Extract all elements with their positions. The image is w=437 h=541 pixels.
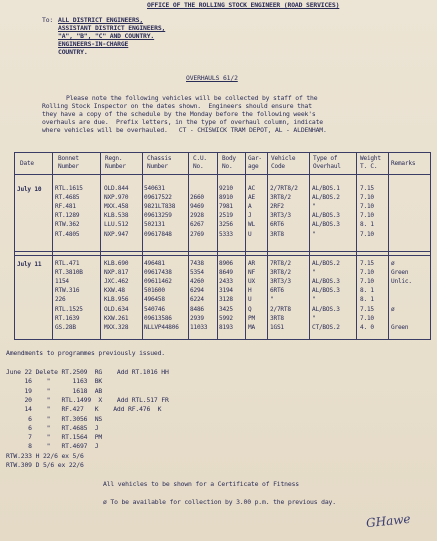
header-bonnet-1: Bonnet (58, 155, 79, 162)
weight-cell: 7.15 (360, 305, 374, 313)
header-overhaul-2: Overhaul (313, 163, 341, 170)
amendment-line: June 22 Delete RT.2509 RG Add RT.1016 HH (6, 368, 169, 376)
table-rule (52, 152, 53, 340)
bonnet-cell: RT.1639 (55, 314, 80, 322)
bonnet-cell: RT.3810B (55, 269, 83, 277)
remarks-cell: ø (391, 260, 395, 267)
chassis-cell: 09613586 (144, 314, 172, 322)
regn-cell: NXP.970 (104, 194, 129, 202)
regn-cell: JXC.462 (104, 278, 129, 286)
code-cell: 3RT8/2 (270, 194, 291, 202)
document-title: OVERHAULS 61/2 (186, 74, 238, 82)
garage-cell: U (248, 230, 252, 238)
cu-cell: 4260 (190, 278, 204, 286)
garage-cell: A (248, 203, 252, 211)
cu-cell: 11033 (190, 323, 208, 331)
table-rule (356, 152, 357, 340)
paragraph-line-2: Rolling Stock Inspector on the dates shown. Engineers should ensure that (42, 102, 312, 110)
table-rule (14, 152, 15, 340)
garage-cell: AC (248, 185, 255, 192)
table-rule (100, 152, 101, 340)
code-cell: 2/7RT8/2 (270, 185, 298, 192)
paragraph-line-3: they have a copy of the schedule by the Monday before the following week's (42, 110, 316, 118)
weight-cell: 7.10 (360, 203, 374, 211)
code-cell: " (270, 296, 274, 304)
chassis-cell: 501600 (144, 287, 165, 295)
regn-cell: MXX.328 (104, 323, 129, 331)
table-rule (14, 251, 431, 252)
code-cell: 6RT6 (270, 221, 284, 229)
overhaul-cell: " (312, 203, 316, 211)
amendment-line: 19 " 1618 AB (6, 386, 103, 395)
bonnet-cell: GS.28B (55, 323, 76, 331)
code-cell: 3RT3/3 (270, 278, 291, 286)
remarks-cell: Unlic. (391, 278, 412, 286)
regn-cell: OLD.844 (104, 185, 129, 192)
amendment-line: 7 " RT.1564 PM (6, 433, 103, 442)
remarks-cell: Green (391, 323, 409, 331)
amendment-line: RTW.309 D 5/6 ex 22/6 (6, 461, 84, 469)
cu-cell: 6294 (190, 287, 204, 295)
paragraph-line-4: overhauls are due. Prefix letters, in the type of overhaul column, indicate (42, 118, 324, 126)
chassis-cell: 09617522 (144, 194, 172, 202)
weight-cell: 8. 1 (360, 221, 374, 229)
header-code-2: Code (271, 163, 285, 170)
code-cell: 3RT8 (270, 314, 284, 322)
weight-cell: 7.10 (360, 314, 374, 322)
overhaul-cell: AL/BOS.2 (312, 260, 340, 267)
cu-cell: 2939 (190, 314, 204, 322)
code-cell: 2/7RT8 (270, 305, 291, 313)
cu-cell: 2660 (190, 194, 204, 202)
header-code-1: Vehicle (271, 155, 296, 162)
code-cell: 3RT8/2 (270, 269, 291, 277)
body-cell: 2433 (219, 278, 233, 286)
header-date: Date (20, 160, 34, 167)
cu-cell: 7438 (190, 260, 204, 267)
regn-cell: KLB.956 (104, 296, 129, 304)
table-rule (267, 152, 268, 340)
amendment-line: RTW.233 H 22/6 ex 5/6 (6, 451, 84, 460)
paragraph-line-1: Please note the following vehicles will be collected by staff of the (66, 94, 318, 102)
remarks-cell: ø (391, 305, 395, 313)
bonnet-cell: RT.4805 (55, 230, 80, 238)
to-line-4: ENGINEERS-IN-CHARGE (58, 40, 129, 48)
overhaul-cell: AL/BOS.1 (312, 185, 340, 192)
header-weight-2: T. C. (360, 163, 378, 170)
chassis-cell: 09611462 (144, 278, 172, 286)
chassis-cell: 502131 (144, 221, 165, 229)
table-rule (245, 152, 246, 340)
code-cell: 3RT3/3 (270, 212, 291, 220)
code-cell: 1GS1 (270, 323, 284, 331)
office-heading: OFFICE OF THE ROLLING STOCK ENGINEER (ROAD SERVICES) (147, 1, 340, 9)
header-chassis-2: Number (147, 163, 168, 170)
weight-cell: 7.10 (360, 278, 374, 286)
weight-cell: 7.10 (360, 212, 374, 220)
header-garage-1: Gar- (248, 155, 262, 162)
table-rule (14, 152, 431, 153)
code-cell: 7RT8/2 (270, 260, 291, 267)
code-cell: 6RT6 (270, 287, 284, 295)
to-line-2: ASSISTANT DISTRICT ENGINEERS, (58, 24, 166, 32)
regn-cell: MXX.458 (104, 203, 129, 211)
table-rule (309, 152, 310, 340)
chassis-cell: 540746 (144, 305, 165, 313)
weight-cell: 7.15 (360, 185, 374, 192)
cu-cell: 2769 (190, 230, 204, 238)
regn-cell: NXP.817 (104, 269, 129, 277)
header-body-2: No. (222, 163, 233, 170)
body-cell: 5992 (219, 314, 233, 322)
bonnet-cell: RT.4685 (55, 194, 80, 202)
amendments-title: Amendments to programmes previously issued. (6, 349, 165, 357)
overhaul-cell: " (312, 269, 316, 277)
cu-cell: 8486 (190, 305, 204, 313)
weight-cell: 7.10 (360, 230, 374, 238)
bonnet-cell: RF.481 (55, 203, 76, 211)
bonnet-cell: RTW.316 (55, 287, 80, 295)
garage-cell: PM (248, 314, 255, 322)
to-label: To: (42, 16, 54, 24)
garage-cell: U (248, 296, 252, 304)
garage-cell: MA (248, 323, 255, 331)
remarks-cell: Green (391, 269, 409, 277)
header-bonnet-2: Number (58, 163, 79, 170)
table-rule (14, 339, 431, 340)
garage-cell: H (248, 287, 252, 295)
chassis-cell: NLLVP44806 (144, 323, 179, 331)
table-rule (430, 152, 431, 340)
body-cell: 8906 (219, 260, 233, 267)
chassis-cell: 09617438 (144, 269, 172, 277)
weight-cell: 7.10 (360, 269, 374, 277)
paragraph-line-5: where vehicles will be overhauled. CT - CHISWICK TRAM DEPOT, AL - ALDENHAM. (42, 126, 327, 134)
footer-collection-note: ø To be available for collection by 3.00 p.m. the previous day. (103, 498, 336, 506)
to-line-3: "A", "B", "C" AND COUNTRY. (58, 32, 155, 40)
chassis-cell: 496458 (144, 296, 165, 304)
header-weight-1: Weight (360, 155, 381, 162)
overhaul-cell: AL/BOS.3 (312, 287, 340, 295)
header-body-1: Body (222, 155, 236, 162)
group-date: July 10 (17, 186, 42, 193)
body-cell: 7981 (219, 203, 233, 211)
garage-cell: Q (248, 305, 252, 313)
amendment-line: 6 " RT.3056 NS (6, 414, 103, 423)
regn-cell: NXP.947 (104, 230, 129, 238)
header-garage-2: age (248, 163, 259, 170)
chassis-cell: 496481 (144, 260, 165, 267)
header-chassis-1: Chassis (147, 155, 172, 162)
body-cell: 3425 (219, 305, 233, 313)
table-rule (142, 152, 143, 340)
chassis-cell: 9821LT838 (144, 203, 176, 211)
table-rule (217, 152, 218, 340)
amendment-line: 14 " RF.427 K Add RF.476 K (6, 405, 162, 414)
amendment-line: 16 " 1163 BK (6, 377, 103, 386)
header-cu-1: C.U. (193, 155, 207, 162)
regn-cell: KLB.690 (104, 260, 129, 267)
bonnet-cell: RT.1289 (55, 212, 80, 220)
overhaul-cell: " (312, 230, 316, 238)
overhaul-cell: " (312, 296, 316, 304)
table-rule (14, 174, 431, 175)
chassis-cell: 09617848 (144, 230, 172, 238)
bonnet-cell: RTW.362 (55, 221, 80, 229)
overhaul-cell: AL/BOS.3 (312, 305, 340, 313)
header-remarks: Remarks (391, 160, 416, 167)
cu-cell: 5354 (190, 269, 204, 277)
body-cell: 8649 (219, 269, 233, 277)
header-regn-1: Regn. (105, 155, 123, 162)
bonnet-cell: RTL.1525 (55, 305, 83, 313)
cu-cell: 2928 (190, 212, 204, 220)
cu-cell: 6267 (190, 221, 204, 229)
weight-cell: 4. 0 (360, 323, 374, 331)
cu-cell: 6224 (190, 296, 204, 304)
body-cell: 8910 (219, 194, 233, 202)
bonnet-cell: RTL.471 (55, 260, 80, 267)
to-line-5: COUNTRY. (58, 48, 88, 56)
weight-cell: 8. 1 (360, 296, 374, 304)
regn-cell: OLD.634 (104, 305, 129, 313)
body-cell: 3194 (219, 287, 233, 295)
amendment-line: 6 " RT.4685 J (6, 423, 99, 432)
regn-cell: KLB.538 (104, 212, 129, 220)
body-cell: 2519 (219, 212, 233, 220)
amendment-line: 20 " RTL.1499 X Add RTL.517 FR (6, 395, 169, 404)
body-cell: 3128 (219, 296, 233, 304)
regn-cell: KXW.261 (104, 314, 129, 322)
footer-note: All vehicles to be shown for a Certificate of Fitness (103, 480, 299, 488)
code-cell: 2RF2 (270, 203, 284, 211)
header-overhaul-1: Type of (313, 155, 338, 162)
table-rule (14, 255, 431, 256)
garage-cell: UX (248, 278, 255, 286)
weight-cell: 7.10 (360, 194, 374, 202)
regn-cell: LLU.512 (104, 221, 129, 229)
body-cell: 9210 (219, 185, 233, 192)
garage-cell: WL (248, 221, 255, 229)
table-rule (188, 152, 189, 340)
table-rule (388, 152, 389, 340)
chassis-cell: 540631 (144, 185, 165, 192)
overhaul-cell: " (312, 314, 316, 322)
code-cell: 3RT8 (270, 230, 284, 238)
overhaul-cell: AL/BOS.3 (312, 221, 340, 229)
overhaul-cell: AL/BOS.3 (312, 212, 340, 220)
garage-cell: J (248, 212, 252, 220)
body-cell: 8193 (219, 323, 233, 331)
header-regn-2: Number (105, 163, 126, 170)
overhaul-cell: AL/BOS.2 (312, 194, 340, 202)
regn-cell: KXW.48 (104, 287, 125, 295)
weight-cell: 7.15 (360, 260, 374, 267)
body-cell: 5333 (219, 230, 233, 238)
bonnet-cell: RTL.1615 (55, 185, 83, 192)
weight-cell: 8. 1 (360, 287, 374, 295)
group-date: July 11 (17, 261, 42, 268)
body-cell: 3256 (219, 221, 233, 229)
signature: GHawe (365, 511, 412, 531)
chassis-cell: 09613259 (144, 212, 172, 220)
garage-cell: NF (248, 269, 255, 277)
amendment-line: 8 " RT.4697 J (6, 442, 99, 451)
overhaul-cell: CT/BOS.2 (312, 323, 340, 331)
to-line-1: ALL DISTRICT ENGINEERS, (58, 16, 144, 24)
garage-cell: AR (248, 260, 255, 267)
bonnet-cell: 1154 (55, 278, 69, 286)
overhaul-cell: AL/BOS.3 (312, 278, 340, 286)
garage-cell: AE (248, 194, 255, 202)
cu-cell: 9469 (190, 203, 204, 211)
header-cu-2: No. (193, 163, 204, 170)
bonnet-cell: 226 (55, 296, 66, 304)
